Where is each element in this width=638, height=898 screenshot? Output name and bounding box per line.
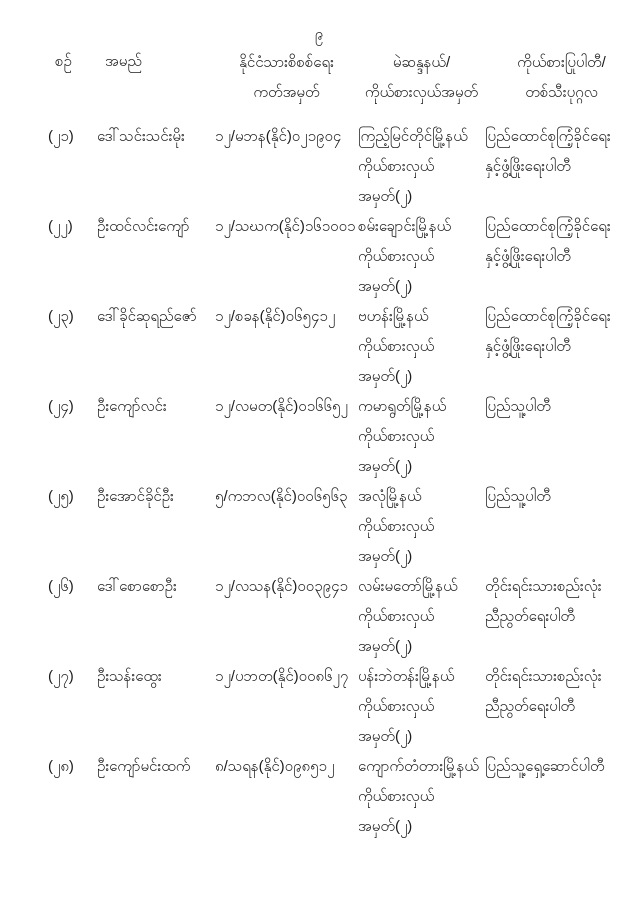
constituency-representative-label: ကိုယ်စားလှယ် <box>358 158 435 175</box>
header-party-line2: တစ်သီးပုဂ္ဂလ <box>525 84 598 101</box>
party-line2: ညီညွတ်ရေးပါတီ <box>485 608 575 625</box>
party-line1: ပြည်သူ့ပါတီ <box>485 488 551 505</box>
party-cell <box>485 122 638 212</box>
serial-cell: (၂၂) <box>48 218 73 235</box>
table-row <box>48 122 638 212</box>
name-cell: ဦးကျော်လင်း <box>97 398 167 415</box>
table-row <box>48 392 638 482</box>
nrc-cell: ၁၂/မဘန(နိုင်)၀၂၁၉၀၄ <box>215 128 342 145</box>
constituency-representative-label: ကိုယ်စားလှယ် <box>358 788 435 805</box>
header-serial: စဉ် <box>55 53 72 70</box>
nrc-cell: ၁၂/သဃက(နိုင်)၁၆၁၀၀၁ <box>215 218 356 235</box>
constituency-representative-label: ကိုယ်စားလှယ် <box>358 248 435 265</box>
party-line1: တိုင်းရင်းသားစည်းလုံး <box>485 668 602 685</box>
header-nrc <box>215 48 358 108</box>
nrc-cell: ၁၂/လမတ(နိုင်)၀၁၆၆၅၂ <box>215 398 348 415</box>
serial-cell: (၂၅) <box>48 488 74 505</box>
nrc-cell: ၁၂/စခန(နိုင်)၀၆၅၄၁၂ <box>215 308 336 325</box>
party-cell <box>485 572 638 662</box>
table-header <box>48 48 638 108</box>
party-line2: နှင့်ဖွံ့ဖြိုးရေးပါတီ <box>485 158 571 175</box>
constituency-township: ကျောက်တံတားမြို့နယ် <box>358 758 479 775</box>
party-cell <box>485 212 638 302</box>
serial-cell: (၂၇) <box>48 668 74 685</box>
constituency-cell <box>358 752 485 842</box>
party-line1: ပြည်ထောင်စုကြံ့ခိုင်ရေး <box>485 128 611 145</box>
constituency-seat-number: အမှတ်(၂) <box>358 458 413 475</box>
constituency-representative-label: ကိုယ်စားလှယ် <box>358 698 435 715</box>
party-line1: ပြည်သူ့ရှေ့ဆောင်ပါတီ <box>485 758 605 775</box>
header-nrc-line2: ကတ်အမှတ် <box>253 84 320 101</box>
party-line1: ပြည်ထောင်စုကြံ့ခိုင်ရေး <box>485 308 611 325</box>
table-body <box>48 122 638 842</box>
name-cell: ဦးသန်းထွေး <box>97 668 162 685</box>
constituency-seat-number: အမှတ်(၂) <box>358 548 413 565</box>
party-line1: ပြည်သူ့ပါတီ <box>485 398 551 415</box>
constituency-cell <box>358 662 485 752</box>
constituency-representative-label: ကိုယ်စားလှယ် <box>358 428 435 445</box>
constituency-representative-label: ကိုယ်စားလှယ် <box>358 338 435 355</box>
party-line1: တိုင်းရင်းသားစည်းလုံး <box>485 578 602 595</box>
party-cell <box>485 482 638 572</box>
name-cell: ဦးကျော်မင်းထက် <box>97 758 191 775</box>
serial-cell: (၂၄) <box>48 398 74 415</box>
table-row <box>48 482 638 572</box>
constituency-township: စမ်းချောင်းမြို့နယ် <box>358 218 452 235</box>
party-cell <box>485 392 638 482</box>
page-number: ၉ <box>314 26 324 43</box>
table-row <box>48 302 638 392</box>
header-party-line1: ကိုယ်စားပြုပါတီ/ <box>517 54 606 71</box>
table-row <box>48 752 638 842</box>
nrc-cell: ၁၂/လသန(နိုင်)၀၀၃၉၄၁ <box>215 578 348 595</box>
serial-cell: (၂၈) <box>48 758 74 775</box>
constituency-township: အလုံမြို့နယ် <box>358 488 422 505</box>
constituency-township: ပန်းဘဲတန်းမြို့နယ် <box>358 668 455 685</box>
name-cell: ဦးထင်လင်းကျော် <box>97 218 190 235</box>
serial-cell: (၂၆) <box>48 578 74 595</box>
party-line2: ညီညွတ်ရေးပါတီ <box>485 698 575 715</box>
constituency-seat-number: အမှတ်(၂) <box>358 278 413 295</box>
constituency-seat-number: အမှတ်(၂) <box>358 818 413 835</box>
constituency-township: လမ်းမတော်မြို့နယ် <box>358 578 458 595</box>
header-constituency-line1: မဲဆန္ဒနယ်/ <box>392 54 451 71</box>
party-cell <box>485 752 638 842</box>
table-row <box>48 212 638 302</box>
nrc-cell: ၅/ကဘလ(နိုင်)၀၀၆၅၆၃ <box>215 488 348 505</box>
constituency-township: ဗဟန်းမြို့နယ် <box>358 308 429 325</box>
constituency-cell <box>358 572 485 662</box>
constituency-cell <box>358 302 485 392</box>
header-name: အမည် <box>105 53 142 70</box>
constituency-seat-number: အမှတ်(၂) <box>358 188 413 205</box>
party-cell <box>485 662 638 752</box>
party-line2: နှင့်ဖွံ့ဖြိုးရေးပါတီ <box>485 248 571 265</box>
party-line2: နှင့်ဖွံ့ဖြိုးရေးပါတီ <box>485 338 571 355</box>
constituency-cell <box>358 392 485 482</box>
table-row <box>48 572 638 662</box>
constituency-seat-number: အမှတ်(၂) <box>358 368 413 385</box>
header-nrc-line1: နိုင်ငံသားစိစစ်ရေး <box>239 54 334 71</box>
constituency-cell <box>358 212 485 302</box>
constituency-cell <box>358 122 485 212</box>
constituency-representative-label: ကိုယ်စားလှယ် <box>358 608 435 625</box>
party-line1: ပြည်ထောင်စုကြံ့ခိုင်ရေး <box>485 218 611 235</box>
header-party <box>485 48 638 108</box>
header-constituency <box>358 48 485 108</box>
serial-cell: (၂၁) <box>48 128 74 145</box>
name-cell: ဒေါ်ခိုင်ဆုရည်ဇော် <box>97 308 197 325</box>
header-constituency-line2: ကိုယ်စားလှယ်အမှတ် <box>364 84 479 101</box>
name-cell: ဒေါ်စောစောဦး <box>97 578 177 595</box>
candidates-table <box>0 48 638 842</box>
constituency-seat-number: အမှတ်(၂) <box>358 728 413 745</box>
serial-cell: (၂၃) <box>48 308 74 325</box>
table-row <box>48 662 638 752</box>
constituency-township: ကမာရွတ်မြို့နယ် <box>358 398 447 415</box>
constituency-representative-label: ကိုယ်စားလှယ် <box>358 518 435 535</box>
party-cell <box>485 302 638 392</box>
constituency-cell <box>358 482 485 572</box>
nrc-cell: ၁၂/ပဘတ(နိုင်)၀၀၈၆၂၇ <box>215 668 349 685</box>
constituency-seat-number: အမှတ်(၂) <box>358 638 413 655</box>
name-cell: ဦးအောင်ခိုင်ဦး <box>97 488 174 505</box>
nrc-cell: ၈/သရန(နိုင်)၀၉၈၅၁၂ <box>215 758 335 775</box>
constituency-township: ကြည့်မြင်တိုင်မြို့နယ် <box>358 128 468 145</box>
name-cell: ဒေါ်သင်းသင်းမိုး <box>97 128 185 145</box>
